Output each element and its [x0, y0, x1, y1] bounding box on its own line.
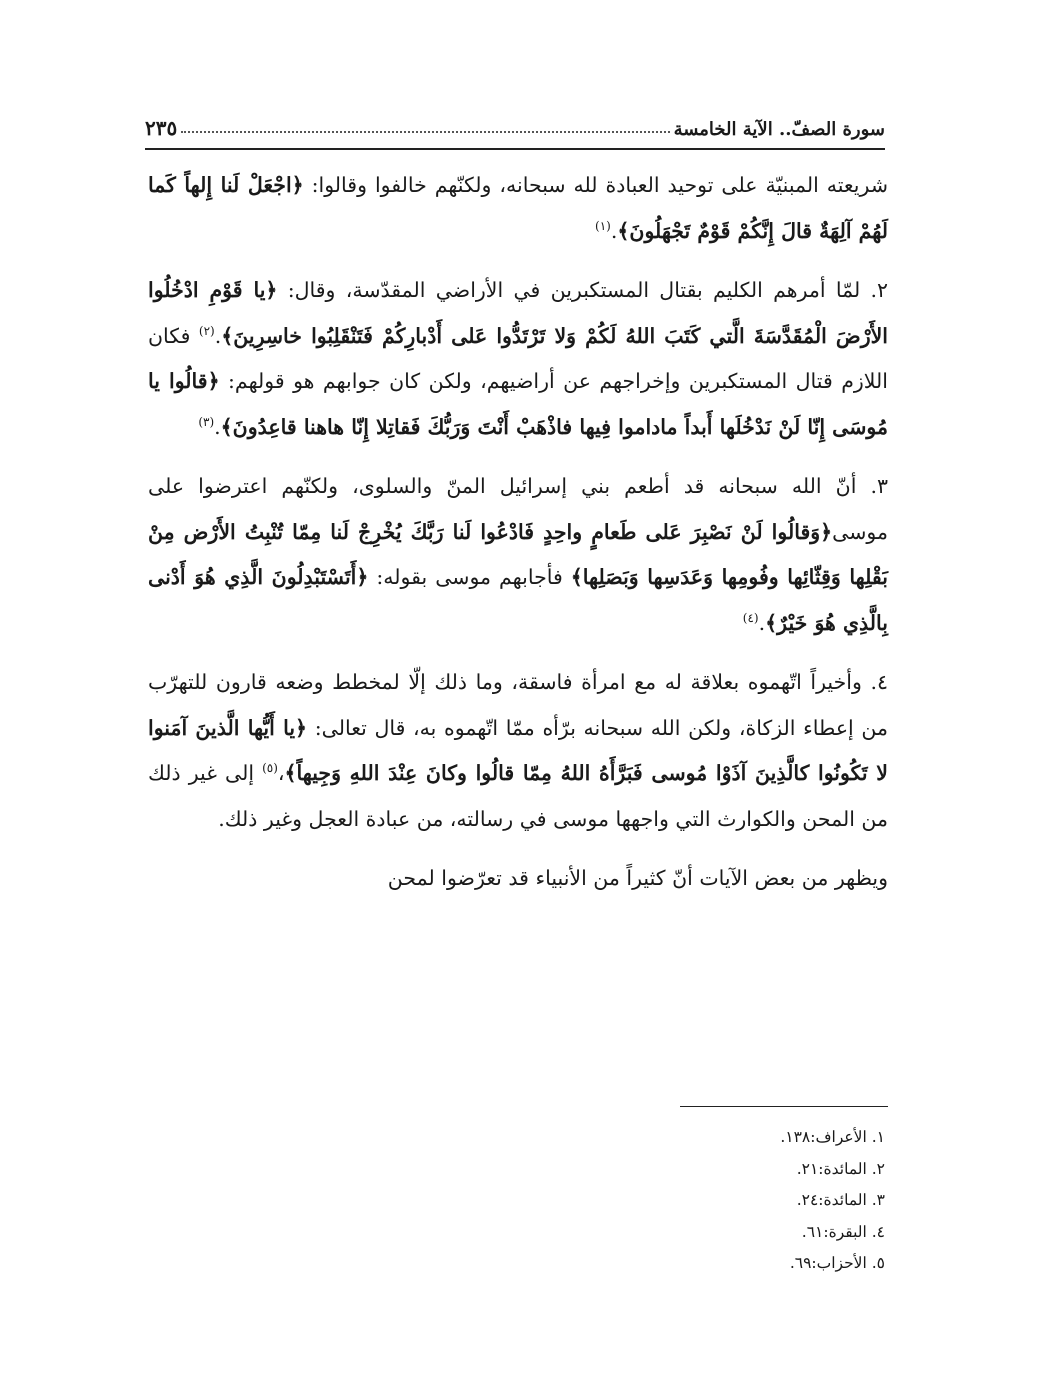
paragraph-text: . [214, 323, 222, 348]
footnote-rule [680, 1106, 888, 1107]
footnote-item: ٤. البقرة:٦١. [801, 1222, 885, 1241]
header-rule [145, 148, 885, 150]
running-header [145, 100, 885, 140]
quran-verse: ﴿وَقالُوا لَنْ نَصْبِرَ عَلى طَعامٍ واحِدٍ فَادْعُوا لَنا رَبَّكَ يُخْرِجْ لَنا مِمّا تُنْبِتُ الأَرْض مِنْ بَقْلِها وَقِثّائِها وفُومِها وَعَدَسِها وَبَصَلِها﴾ [148, 519, 888, 589]
paragraph [148, 163, 888, 254]
paragraph [148, 856, 888, 902]
paragraph-text: . [610, 218, 618, 243]
footnotes [560, 1122, 885, 1280]
quran-verse: ﴿أَتَسْتَبْدِلُونَ الَّذِي هُوَ أَدْنى بِالَّذِي هُوَ خَيْرٌ﴾ [148, 565, 888, 635]
body-text [148, 163, 888, 916]
paragraph-text: فكان اللازم قتال المستكبرين وإخراجهم عن أراضيهم، ولكن كان جوابهم هو قولهم: [148, 323, 888, 393]
paragraph-text: ويظهر من بعض الآيات أنّ كثيراً من الأنبياء قد تعرّضوا لمحن [387, 866, 888, 890]
footnote-item: ٣. المائدة:٢٤. [796, 1191, 885, 1209]
paragraph [148, 464, 888, 646]
footnote-item: ١. الأعراف:١٣٨. [780, 1128, 885, 1146]
paragraph-text: ٢. لمّا أمرهم الكليم بقتال المستكبرين في الأراضي المقدّسة، وقال: [277, 278, 888, 302]
paragraph-text: شريعته المبنيّة على توحيد العبادة لله سبحانه، ولكنّهم خالفوا وقالوا: [303, 173, 888, 197]
paragraph-text: ٣. أنّ الله سبحانه قد أطعم بني إسرائيل المنّ والسلوى، ولكنّهم اعترضوا على موسى [148, 474, 888, 544]
quran-verse: ﴿يا أَيُّها الَّذينَ آمَنوا لا تَكُونُوا كالَّذِينَ آذَوْا مُوسى فَبَرَّأَهُ اللهُ مِمّا قالُوا وكانَ عِنْدَ اللهِ وَجِيهاً﴾ [148, 715, 888, 785]
paragraph-text: ٤. وأخيراً اتّهموه بعلاقة له مع امرأة فاسقة، وما ذلك إلّا لمخطط وضعه قارون للتهرّب من إعطاء الزكاة، ولكن الله سبحانه برّأه ممّا اتّهموه به، قال تعالى: [148, 670, 888, 740]
paragraph [148, 268, 888, 450]
footnote-ref: (٢) [198, 323, 215, 338]
footnote-item: ٢. المائدة:٢١. [796, 1159, 885, 1178]
paragraph-text: إلى غير ذلك من المحن والكوارث التي واجهها موسى في رسالته، من عبادة العجل وغير ذلك. [148, 761, 888, 831]
quran-verse: ﴿يا قَوْمِ ادْخُلُوا الأَرْضَ الْمُقَدَّسَةَ الَّتي كَتَبَ اللهُ لَكُمْ وَلا تَرْتَدُّوا عَلى أَدْبارِكُمْ فَتَنْقَلِبُوا خاسِرِينَ﴾ [148, 278, 888, 348]
footnote-ref: (١) [595, 218, 611, 233]
header-title: سورة الصفّ.. الآية الخامسة [673, 119, 885, 140]
quran-verse: ﴿قالُوا يا مُوسَى إِنّا لَنْ نَدْخُلَها أَبداً ماداموا فِيها فاذْهَبْ أَنْتَ وَرَبُّكَ فَقاتِلا إِنّا هاهنا قاعِدُونَ﴾ [148, 369, 888, 439]
footnote-ref: (٤) [742, 610, 759, 625]
footnote-item: ٥. الأحزاب:٦٩. [789, 1254, 885, 1272]
footnote-ref: (٥) [262, 761, 278, 776]
paragraph-text: فأجابهم موسى بقوله: [368, 565, 571, 589]
paragraph-text: . [214, 414, 221, 439]
header-dot-leader [181, 131, 669, 133]
page-number: ٢٣٥ [145, 116, 178, 140]
quran-verse: ﴿اجْعَلْ لَنا إِلهاً كَما لَهُمْ آلِهَةٌ قالَ إِنَّكُمْ قَوْمٌ تَجْهَلُونَ﴾ [148, 173, 888, 243]
paragraph [148, 660, 888, 842]
footnote-ref: (٣) [198, 414, 215, 429]
paragraph-text: . [758, 610, 766, 635]
paragraph-text: ، [277, 761, 285, 785]
